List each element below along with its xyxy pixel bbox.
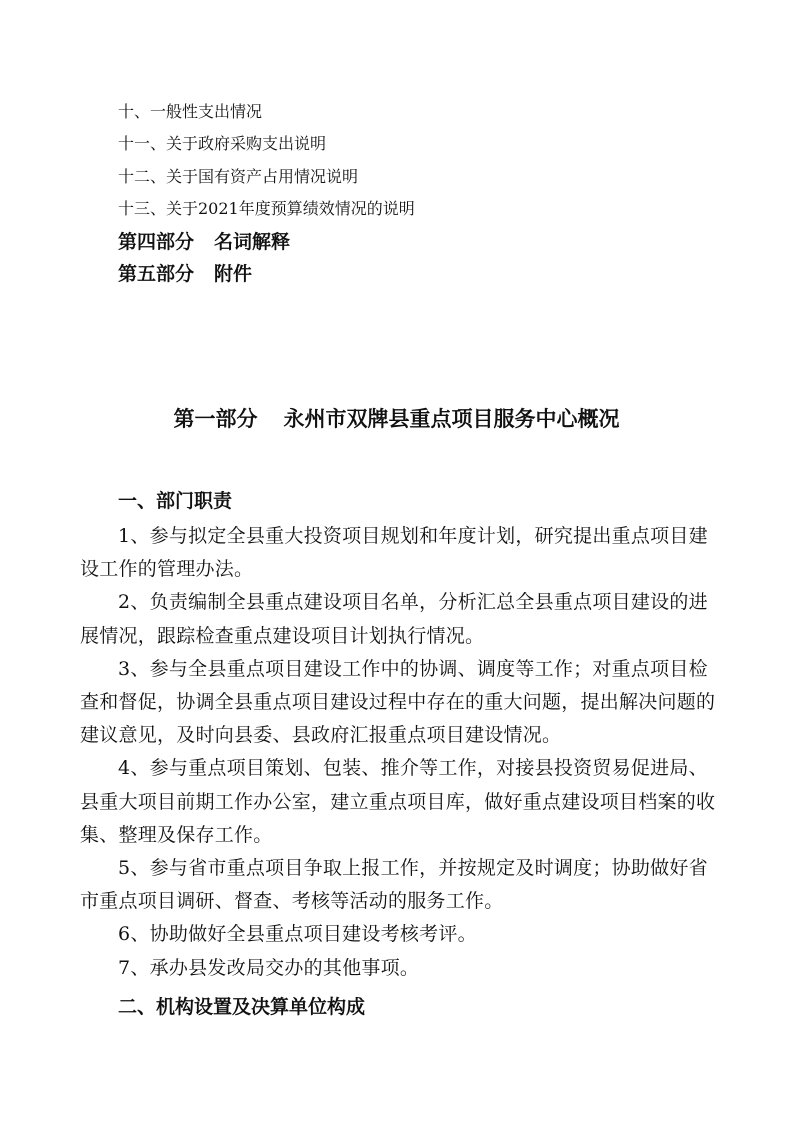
- toc-item-10: 十、一般性支出情况: [118, 102, 263, 121]
- chapter-number: 第一部分: [173, 407, 258, 431]
- toc-item-11: 十一、关于政府采购支出说明: [118, 134, 327, 153]
- duty-item-2: 2、负责编制全县重点建设项目名单，分析汇总全县重点项目建设的进展情况，跟踪检查重点建设项目计划执行情况。: [80, 591, 708, 647]
- toc-part-5-number: 第五部分: [118, 263, 195, 285]
- toc-part-4-title: 名词解释: [214, 231, 291, 253]
- duty-item-7: 7、承办县发改局交办的其他事项。: [118, 956, 420, 979]
- chapter-title: [0, 404, 793, 434]
- section-heading-duties: 一、部门职责: [118, 490, 233, 512]
- duty-list: [80, 520, 720, 985]
- toc-part-4: [118, 230, 290, 254]
- duty-item-6: 6、协助做好全县重点项目建设考核考评。: [118, 923, 477, 946]
- duty-item-5: 5、参与省市重点项目争取上报工作，并按规定及时调度；协助做好省市重点项目调研、督查、考核等活动的服务工作。: [80, 857, 708, 913]
- toc-part-5-title: 附件: [214, 263, 253, 285]
- chapter-name: 永州市双牌县重点项目服务中心概况: [283, 407, 620, 431]
- toc-item-13: 十三、关于2021年度预算绩效情况的说明: [118, 199, 415, 218]
- section-heading-organization: 二、机构设置及决算单位构成: [118, 996, 366, 1018]
- duty-item-1: 1、参与拟定全县重大投资项目规划和年度计划，研究提出重点项目建设工作的管理办法。: [80, 525, 708, 581]
- toc-part-4-number: 第四部分: [118, 231, 195, 253]
- toc-item-12: 十二、关于国有资产占用情况说明: [118, 167, 359, 186]
- duty-item-4: 4、参与重点项目策划、包装、推介等工作，对接县投资贸易促进局、县重大项目前期工作办公室，建立重点项目库，做好重点建设项目档案的收集、整理及保存工作。: [80, 757, 716, 846]
- duty-item-3: 3、参与全县重点项目建设工作中的协调、调度等工作；对重点项目检查和督促，协调全县重点项目建设过程中存在的重大问题，提出解决问题的建议意见，及时向县委、县政府汇报重点项目建设情况。: [80, 657, 716, 747]
- toc-part-5: [118, 262, 252, 286]
